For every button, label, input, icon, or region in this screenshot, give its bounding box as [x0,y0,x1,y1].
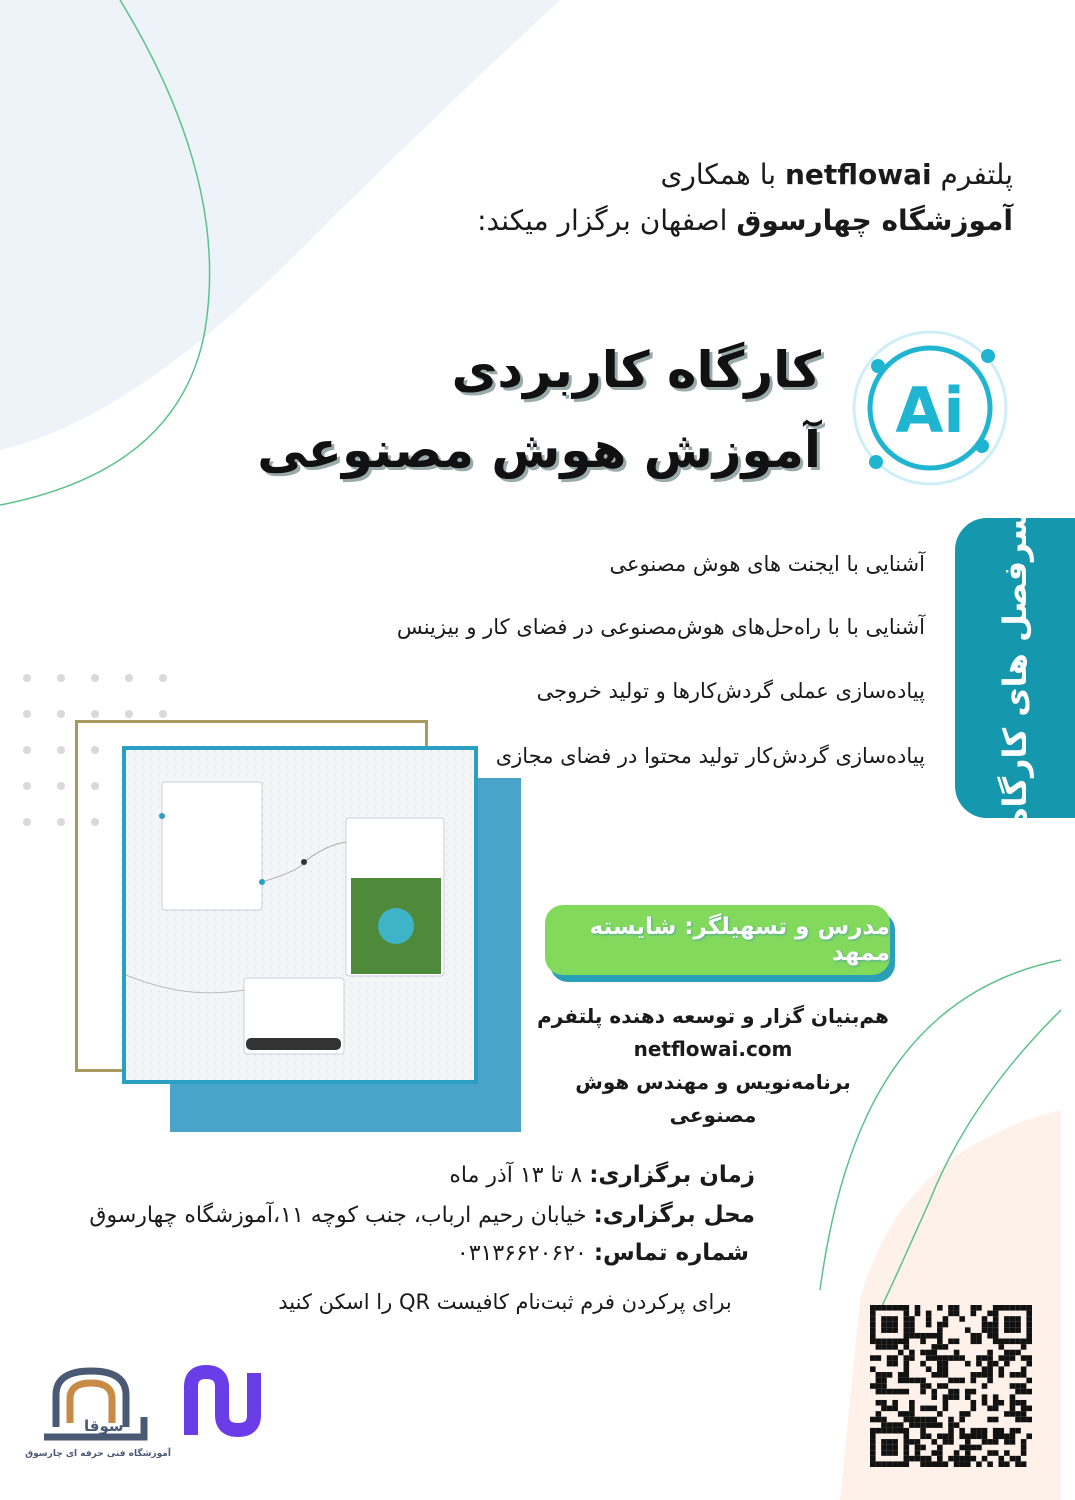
netflowai-logo [182,1365,267,1440]
svg-text:سوقا: سوقا [84,1417,124,1435]
intro-suffix: با همکاری [660,158,777,191]
decor-dot [23,710,31,718]
page-title [257,330,821,490]
decor-dot [159,710,167,718]
topic-item: پیاده‌سازی عملی گردش‌کارها و تولید خروجی [536,679,925,703]
instructor-bio [530,1000,896,1132]
decor-dot [23,746,31,754]
decor-dot [57,710,65,718]
topics-tab [955,509,1075,827]
intro-text [477,152,1013,244]
decor-dot [57,818,65,826]
workflow-diagram [126,750,474,1080]
decor-dot [23,818,31,826]
decor-dot [23,674,31,682]
decor-dot [57,746,65,754]
topics-tab-label: سرفصل های کارگاه [996,509,1034,827]
topic-item: پیاده‌سازی گردش‌کار تولید محتوا در فضای مجازی [495,744,925,768]
intro-prefix: پلتفرم [940,158,1013,191]
topic-item: آشنایی با ایجنت های هوش مصنوعی [609,552,925,576]
instructor-badge: مدرس و تسهیلگر: شایسته ممهد [545,905,890,975]
workflow-screenshot [122,746,478,1084]
topic-item: آشنایی با با راه‌حل‌های هوش‌مصنوعی در فضای کار و بیزینس [396,615,925,639]
decor-dot [57,674,65,682]
qr-code[interactable] [870,1305,1032,1467]
qr-instruction: برای پرکردن فرم ثبت‌نام کافیست QR را اسکن کنید [278,1290,732,1314]
decor-dot [91,674,99,682]
decor-dot [23,782,31,790]
decor-dot [159,674,167,682]
decor-dot [125,674,133,682]
bio-line: هم‌بنیان گزار و توسعه دهنده پلتفرم [537,1004,889,1028]
intro-line2: اصفهان برگزار میکند: [477,204,728,237]
title-line1: کارگاه کاربردی [451,341,821,399]
brand-name: netflowai [784,158,932,191]
contact-phone: شماره تماس: ۰۳۱۳۶۶۲۰۶۲۰ [456,1240,749,1266]
event-time: زمان برگزاری: ۸ تا ۱۳ آذر ماه [449,1162,755,1188]
event-location: محل برگزاری: خیابان رحیم ارباب، جنب کوچه ۱۱،آموزشگاه چهارسوق [89,1202,755,1228]
website-link[interactable]: netflowai.com [633,1037,793,1061]
decor-dot [57,782,65,790]
decor-dot [125,710,133,718]
decor-dot [91,710,99,718]
svg-text:آموزشگاه فنی حرفه ای چارسوق: آموزشگاه فنی حرفه ای چارسوق [25,1449,171,1459]
svg-text:Ai: Ai [895,374,965,447]
charsoogh-logo [25,1365,171,1460]
institute-name: آموزشگاه چهارسوق [736,204,1013,237]
title-line2: آموزش هوش مصنوعی [257,421,821,479]
ai-logo-icon [850,328,1010,488]
bio-line: برنامه‌نویس و مهندس هوش مصنوعی [575,1070,851,1127]
